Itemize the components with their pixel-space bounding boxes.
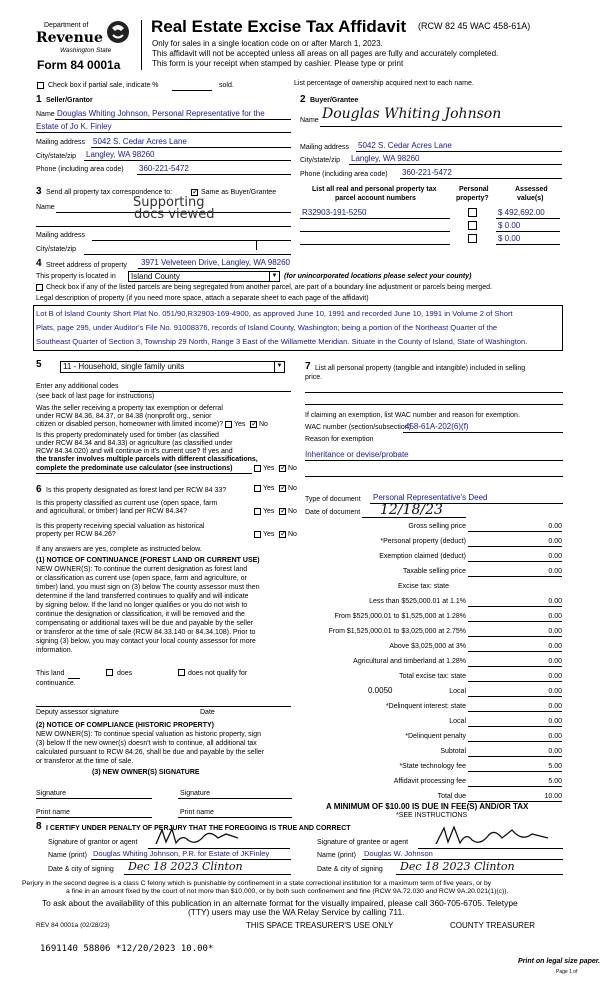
sec5-q2c: RCW 84.34.020) and will continue in it's current use? If yes and	[36, 448, 233, 455]
tier-3-value[interactable]: 0.00	[548, 628, 562, 635]
legal-line-1: Lot B of Island County Short Plat No. 051/90,R32903-169-4900, as approved June 10, 1991 and recorded June 10, 1991 in Volume 2 of Short	[36, 309, 513, 318]
sec6-q3a: Is this property receiving special valuation as historical	[36, 523, 205, 530]
partial-sold-label: sold.	[219, 82, 234, 89]
legal-line-3: Southeast Quarter of Section 3, Township 29 North, Range 3 East of the Willamette Meridian. Situate in the County of Island, State of Washington.	[36, 337, 528, 346]
processing-fee-value[interactable]: 5.00	[548, 778, 562, 785]
tech-fee-label: *State technology fee	[399, 763, 466, 770]
no-label: No	[288, 508, 297, 515]
continuance-line: determine if the land transferred continues to qualify and will indicate	[36, 593, 249, 600]
treasurer-only-label: THIS SPACE TREASURER'S USE ONLY	[246, 921, 394, 930]
section-1-number: 1	[36, 94, 42, 105]
perjury-line-1: Perjury in the second degree is a class C felony which is punishable by confinement in a state correctional institution for a maximum term of five years, or by	[22, 880, 492, 887]
sec3-mail-label: Mailing address	[36, 232, 86, 239]
section-5-number: 5	[36, 359, 42, 370]
gross-label: Gross selling price	[408, 523, 466, 530]
total-due-label: Total due	[437, 793, 466, 800]
deputy-date-label: Date	[200, 709, 215, 716]
stamp-docs-viewed: docs viewed	[134, 207, 215, 222]
page-number: Page 1 of	[556, 969, 578, 975]
seller-title: Seller/Grantor	[46, 97, 93, 104]
buyer-title: Buyer/Grantee	[310, 97, 359, 104]
codes-sub: (see back of last page for instructions)	[36, 393, 155, 400]
current-use-yes-checkbox[interactable]	[254, 508, 261, 515]
tier-4-label: Above $3,025,000 at 3%	[389, 643, 466, 650]
seller-mail[interactable]: 5042 S. Cedar Acres Lane	[93, 137, 187, 146]
unincorporated-note: (for unincorporated locations please select your county)	[284, 273, 472, 280]
section-4-number: 4	[36, 258, 42, 269]
doc-type[interactable]: Personal Representative's Deed	[373, 493, 488, 502]
sec6-q2a: Is this property classified as current use (open space, farm	[36, 500, 218, 507]
personal-property-checkbox-1[interactable]	[468, 208, 477, 217]
does-label: does	[117, 670, 133, 677]
sec6-q1: Is this property designated as forest land per RCW 84 33?	[46, 487, 227, 494]
segregated-checkbox[interactable]	[36, 284, 43, 291]
penalty-value[interactable]: 0.00	[548, 733, 562, 740]
wac-number[interactable]: 458-61A-202(6)(f)	[405, 422, 469, 431]
street-label: Street address of property	[46, 262, 127, 269]
exempt-label: If claiming an exemption, list WAC number and reason for exemption.	[305, 412, 520, 419]
assessed-value-1[interactable]: $ 492,692.00	[498, 208, 545, 217]
tier-4-value[interactable]: 0.00	[548, 643, 562, 650]
tier-1-label: Less than $525,000.01 at 1.1%	[369, 598, 466, 605]
continuance-line: or classification as current use (open space, farm and agriculture, or	[36, 575, 247, 582]
continuance-line: or transferor at the time of sale (RCW 84.33.140 or 84.34.108). Prior to	[36, 629, 256, 636]
legal-line-2: Plats, page 295, under Auditor's File No. 91008376, records of Island County, Washington; being a portion of the Northeast Quarter of the	[36, 323, 498, 332]
continuance-title: (1) NOTICE OF CONTINUANCE (FOREST LAND OR CURRENT USE)	[36, 557, 260, 564]
current-use-no-checkbox[interactable]	[279, 508, 286, 515]
no-label: No	[288, 485, 297, 492]
historic-yes-checkbox[interactable]	[254, 531, 261, 538]
section-2-number: 2	[300, 94, 306, 105]
exemption-no-checkbox[interactable]	[250, 421, 257, 428]
buyer-city[interactable]: Langley, WA 98260	[351, 154, 420, 163]
cashier-stamp: 1691140 58806 *12/20/2023 10.00*	[40, 944, 214, 954]
accessibility-line-2: (TTY) users may use the WA Relay Service by calling 711.	[188, 907, 405, 917]
header-line-3: This form is your receipt when stamped by cashier. Please type or print	[152, 59, 404, 68]
logo-revenue: Revenue	[36, 30, 103, 46]
certify-statement: I CERTIFY UNDER PENALTY OF PERJURY THAT THE FOREGOING IS TRUE AND CORRECT	[46, 825, 351, 832]
buyer-name-handwritten[interactable]: Douglas Whiting Johnson	[322, 106, 502, 122]
perjury-line-2: a fine in an amount fixed by the court of not more than $10,000, or by both such confinement and fine (RCW 9A.72.030 and RCW 9A.20.021(1)(c)).	[66, 888, 509, 895]
this-land-label: This land	[36, 670, 65, 677]
reason-label: Reason for exemption	[305, 436, 374, 443]
sec3-city-label: City/state/zip	[36, 246, 77, 253]
sec7-label-1: List all personal property (tangible and intangible) included in selling	[315, 365, 526, 372]
local-value[interactable]: 0.00	[548, 688, 562, 695]
stamp-supporting: Supporting	[133, 195, 205, 210]
personal-property-checkbox-2[interactable]	[468, 221, 477, 230]
land-use-value: 11 - Household, single family units	[63, 362, 185, 371]
yes-label: Yes	[263, 485, 275, 492]
legal-label: Legal description of property (if you need more space, attach a separate sheet to each page of the affidavit)	[36, 295, 369, 302]
doc-date-label: Date of document	[305, 509, 361, 516]
total-due-value[interactable]: 10.00	[544, 793, 562, 800]
assessed-head-1: Assessed	[515, 186, 548, 193]
local-label: Local	[449, 688, 466, 695]
sec5-q1b: under RCW 84.36, 84.37, or 84.38 (nonprofit org., senior	[36, 413, 212, 420]
deputy-signature-label: Deputy assessor signature	[36, 709, 119, 716]
seller-name-1[interactable]: Douglas Whiting Johnson, Personal Representative for the	[57, 109, 265, 118]
grantor-name-label: Name (print)	[48, 852, 87, 859]
grantor-name[interactable]: Douglas Whiting Johnson, P.R. for Estate of JKFinley	[93, 849, 270, 858]
accessibility-line-1: To ask about the availability of this publication in an alternate format for the visually impaired, please call 360-705-6705. Teletype	[42, 898, 518, 908]
seller-name-2[interactable]: Estate of Jo K. Finley	[36, 122, 112, 131]
owner-printname-label-2: Print name	[180, 809, 214, 816]
tier-2-label: From $525,000.01 to $1,525,000 at 1.28%	[334, 613, 466, 620]
land-use-select[interactable]	[60, 361, 285, 373]
buyer-phone[interactable]: 360-221-5472	[402, 168, 452, 177]
personal-deduct-value[interactable]: 0.00	[548, 538, 562, 545]
parcels-head-1: List all real and personal property tax	[312, 186, 437, 193]
chevron-down-icon: ▼	[269, 272, 279, 281]
grantor-date-city[interactable]: Dec 18 2023 Clinton	[128, 860, 243, 873]
does-not-qualify-checkbox[interactable]	[178, 669, 185, 676]
continuance-line: NEW OWNER(S): To continue the current designation as forest land	[36, 566, 248, 573]
owner-signature-label-1: Signature	[36, 790, 66, 797]
compliance-line: (3) below If the new owner(s) doesn't wish to continue, all additional tax	[36, 740, 257, 747]
seller-phone-label: Phone (including area code)	[36, 166, 124, 173]
assessed-value-2[interactable]: $ 0.00	[498, 221, 521, 230]
list-percentage-note: List percentage of ownership acquired next to each name.	[294, 80, 474, 87]
seller-mail-label: Mailing address	[36, 139, 86, 146]
section-6-number: 6	[36, 484, 42, 495]
forest-no-checkbox[interactable]	[279, 485, 286, 492]
parcels-head-2: parcel account numbers	[335, 195, 416, 202]
section-7-number: 7	[305, 361, 311, 372]
no-label: No	[288, 465, 297, 472]
tier-3-label: From $1,525,000.01 to $3,025,000 at 2.75%	[328, 628, 466, 635]
county-value: Island County	[131, 272, 180, 281]
partial-sale-checkbox[interactable]	[37, 82, 44, 89]
grantee-name[interactable]: Douglas W. Johnson	[364, 849, 433, 858]
does-qualify-checkbox[interactable]	[106, 669, 113, 676]
compliance-line: calculated pursuant to RCW 84.26, shall be due and payable by the seller	[36, 749, 265, 756]
codes-label: Enter any additional codes	[36, 383, 119, 390]
sec3-name-label: Name	[36, 204, 55, 211]
logo-state: Washington State	[60, 47, 112, 54]
continuance-line: continue the designation or classification, it will be removed and the	[36, 611, 245, 618]
form-title: Real Estate Excise Tax Affidavit	[151, 17, 407, 36]
sec5-q2d: the transfer involves multiple parcels with different classifications,	[36, 456, 258, 463]
total-state-label: Total excise tax: state	[399, 673, 466, 680]
continuance-line: information.	[36, 647, 73, 654]
chevron-down-icon: ▼	[274, 362, 284, 372]
compliance-line: NEW OWNER(S): To continue special valuation as historic property, sign	[36, 731, 261, 738]
form-number: Form 84 0001a	[37, 58, 121, 72]
tier-5-value[interactable]: 0.00	[548, 658, 562, 665]
reason-value[interactable]: Inheritance or devise/probate	[305, 450, 409, 459]
yes-label: Yes	[234, 421, 246, 428]
partial-sale-label: Check box if partial sale, indicate %	[48, 82, 159, 89]
grantor-signature-label: Signature of grantor or agent	[48, 839, 138, 846]
buyer-name-label: Name	[300, 117, 319, 124]
forest-yes-checkbox[interactable]	[254, 485, 261, 492]
exemption-deduct-label: Exemption claimed (deduct)	[379, 553, 466, 560]
does-not-label: does not qualify for	[188, 670, 248, 677]
historic-no-checkbox[interactable]	[279, 531, 286, 538]
section-8-number: 8	[36, 821, 42, 832]
legal-paper-note: Print on legal size paper.	[518, 958, 600, 965]
taxable-value[interactable]: 0.00	[548, 568, 562, 575]
grantee-signature-mark	[432, 824, 552, 848]
yes-label: Yes	[263, 465, 275, 472]
grantee-name-label: Name (print)	[317, 852, 356, 859]
seller-city[interactable]: Langley, WA 98260	[86, 150, 155, 159]
personal-property-checkbox-3[interactable]	[468, 234, 477, 243]
wa-logo-icon	[106, 18, 130, 46]
subtotal-label: Subtotal	[440, 748, 466, 755]
exemption-yes-checkbox[interactable]	[225, 421, 232, 428]
buyer-mail-label: Mailing address	[300, 144, 350, 151]
yes-label: Yes	[263, 508, 275, 515]
taxable-label: Taxable selling price	[402, 568, 466, 575]
sec7-label-2: price.	[305, 374, 323, 381]
grantee-date-label: Date & city of signing	[317, 866, 383, 873]
gross-value[interactable]: 0.00	[548, 523, 562, 530]
tier-2-value[interactable]: 0.00	[548, 613, 562, 620]
no-label: No	[259, 421, 268, 428]
located-label: This property is located in	[36, 273, 116, 280]
exemption-deduct-value[interactable]: 0.00	[548, 553, 562, 560]
continuance-line: by signing below. If the land no longer qualifies or you do not wish to	[36, 602, 248, 609]
delinquent-state-label: *Delinquent interest: state	[385, 703, 466, 710]
grantor-signature-mark	[152, 826, 242, 848]
excise-state-label: Excise tax: state	[398, 583, 449, 590]
compliance-line: or transferor at the time of sale.	[36, 758, 134, 765]
revision-label: REV 84 0001a (02/28/23)	[36, 922, 110, 929]
form-rcw: (RCW 82 45 WAC 458-61A)	[418, 21, 531, 31]
owner-signature-label-2: Signature	[180, 790, 210, 797]
sec5-q2a: Is this property predominately used for timber (as classified	[36, 432, 219, 439]
seller-city-label: City/state/zip	[36, 153, 77, 160]
assessed-head-2: value(s)	[517, 195, 544, 202]
sec5-q2e: complete the predominate use calculator (see instructions)	[36, 465, 233, 472]
delinquent-state-value[interactable]: 0.00	[548, 703, 562, 710]
delinquent-local-value[interactable]: 0.00	[548, 718, 562, 725]
same-as-buyer-label: Same as Buyer/Grantee	[201, 189, 277, 196]
personal-deduct-label: *Personal property (deduct)	[380, 538, 466, 545]
doc-type-label: Type of document	[305, 496, 361, 503]
assessed-value-3[interactable]: $ 0.00	[498, 234, 521, 243]
seller-phone[interactable]: 360-221-5472	[139, 164, 189, 173]
sec6-q2b: and agricultural, or timber) land per RCW 84.34?	[36, 508, 187, 515]
grantor-date-label: Date & city of signing	[48, 866, 114, 873]
personal-head-1: Personal	[459, 186, 489, 193]
sec5-q2b: under RCW 84.34 and 84.33) or agriculture (as classified under	[36, 440, 233, 447]
logo-dept: Department of	[44, 22, 89, 29]
personal-head-2: property?	[456, 195, 489, 202]
wac-label: WAC number (section/subsection)	[305, 424, 411, 431]
sec6-q3b: property per RCW 84.26?	[36, 531, 116, 538]
sec6-instr: If any answers are yes, complete as instructed below.	[36, 546, 202, 553]
segregated-label: Check box if any of the listed parcels are being segregated from another parcel, are part of a boundary line adjustment or parcels being merged.	[46, 284, 492, 291]
header-line-2: This affidavit will not be accepted unless all areas on all pages are fully and accurately completed.	[152, 49, 499, 58]
no-label: No	[288, 531, 297, 538]
continuance-line: signing (3) below, you may contact your local county assessor for more	[36, 638, 256, 645]
continuance-line: compensating or additional taxes will be due and payable by the seller	[36, 620, 254, 627]
continuance-label: continuance.	[36, 680, 76, 687]
timber-no-checkbox[interactable]	[279, 465, 286, 472]
penalty-label: *Delinquent penalty	[405, 733, 466, 740]
new-owner-signature-title: (3) NEW OWNER(S) SIGNATURE	[92, 769, 200, 776]
tech-fee-value[interactable]: 5.00	[548, 763, 562, 770]
parcel-1[interactable]: R32903-191-5250	[302, 208, 367, 217]
local-rate: 0.0050	[368, 686, 393, 695]
tier-5-label: Agricultural and timberland at 1.28%	[353, 658, 466, 665]
doc-date-handwritten[interactable]: 12/18/23	[380, 502, 443, 518]
subtotal-value[interactable]: 0.00	[548, 748, 562, 755]
grantee-date-city[interactable]: Dec 18 2023 Clinton	[400, 860, 515, 873]
continuance-line: timber) land, you must sign on (3) below The county assessor must then	[36, 584, 260, 591]
buyer-mail[interactable]: 5042 S. Cedar Acres Lane	[358, 141, 452, 150]
sec5-q1c: citizen or disabled person, homeowner with limited income)?	[36, 421, 224, 428]
owner-printname-label-1: Print name	[36, 809, 70, 816]
total-state-value[interactable]: 0.00	[548, 673, 562, 680]
delinquent-local-label: Local	[449, 718, 466, 725]
header-line-1: Only for sales in a single location code on or after March 1, 2023.	[152, 39, 383, 48]
street-address[interactable]: 3971 Velveteen Drive, Langley, WA 98260	[141, 258, 290, 267]
county-treasurer-label: COUNTY TREASURER	[450, 921, 536, 930]
seller-name-label: Name	[36, 111, 55, 118]
see-instructions: *SEE INSTRUCTIONS	[396, 812, 468, 819]
yes-label: Yes	[263, 531, 275, 538]
processing-fee-label: Affidavit processing fee	[393, 778, 466, 785]
timber-yes-checkbox[interactable]	[254, 465, 261, 472]
sec5-q1a: Was the seller receiving a property tax exemption or deferral	[36, 405, 223, 412]
compliance-title: (2) NOTICE OF COMPLIANCE (HISTORIC PROPERTY)	[36, 722, 214, 729]
grantee-signature-label: Signature of grantee or agent	[317, 839, 409, 846]
buyer-city-label: City/state/zip	[300, 157, 341, 164]
tier-1-value[interactable]: 0.00	[548, 598, 562, 605]
minimum-note: A MINIMUM OF $10.00 IS DUE IN FEE(S) AND/OR TAX	[326, 802, 529, 811]
section-3-number: 3	[36, 186, 42, 197]
sec3-label: Send all property tax correspondence to:	[46, 189, 173, 196]
county-select[interactable]	[128, 271, 280, 282]
buyer-phone-label: Phone (including area code)	[300, 171, 388, 178]
